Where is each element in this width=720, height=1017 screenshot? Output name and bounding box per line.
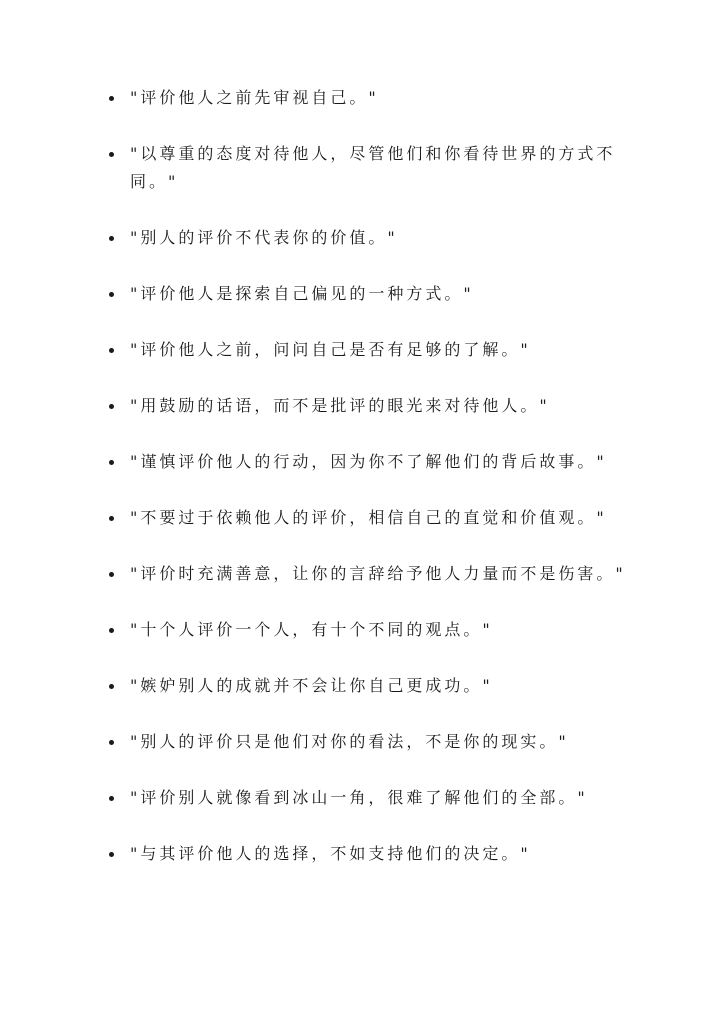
list-item	[108, 84, 648, 112]
list-item	[108, 392, 648, 420]
list-item	[108, 560, 648, 588]
bullet-icon	[109, 404, 114, 409]
list-item	[108, 140, 648, 196]
quote-text: "十个人评价一个人，有十个不同的观点。"	[130, 620, 493, 639]
quote-text: "评价他人之前，问问自己是否有足够的了解。"	[130, 340, 531, 359]
list-item	[108, 784, 648, 812]
quote-text: "嫉妒别人的成就并不会让你自己更成功。"	[130, 676, 493, 695]
bullet-icon	[109, 684, 114, 689]
quote-text: "别人的评价不代表你的价值。"	[130, 228, 398, 247]
bullet-icon	[109, 796, 114, 801]
bullet-icon	[109, 348, 114, 353]
bullet-icon	[109, 152, 114, 157]
quote-text: "评价他人之前先审视自己。"	[130, 88, 379, 107]
quote-list	[108, 84, 648, 896]
list-item	[108, 840, 648, 868]
list-item	[108, 336, 648, 364]
quote-text: "用鼓励的话语，而不是批评的眼光来对待他人。"	[130, 396, 550, 415]
list-item	[108, 448, 648, 476]
list-item	[108, 728, 648, 756]
quote-text: "谨慎评价他人的行动，因为你不了解他们的背后故事。"	[130, 452, 607, 471]
quote-text: "评价他人是探索自己偏见的一种方式。"	[130, 284, 474, 303]
quote-text: "评价别人就像看到冰山一角，很难了解他们的全部。"	[130, 788, 588, 807]
bullet-icon	[109, 740, 114, 745]
quote-text: "别人的评价只是他们对你的看法，不是你的现实。"	[130, 732, 569, 751]
list-item	[108, 280, 648, 308]
list-item	[108, 616, 648, 644]
bullet-icon	[109, 236, 114, 241]
list-item	[108, 672, 648, 700]
bullet-icon	[109, 460, 114, 465]
list-item	[108, 504, 648, 532]
bullet-icon	[109, 852, 114, 857]
bullet-icon	[109, 572, 114, 577]
list-item	[108, 224, 648, 252]
quote-text: "以尊重的态度对待他人，尽管他们和你看待世界的方式不同。"	[130, 144, 616, 191]
quote-text: "评价时充满善意，让你的言辞给予他人力量而不是伤害。"	[130, 564, 626, 583]
bullet-icon	[109, 96, 114, 101]
bullet-icon	[109, 516, 114, 521]
bullet-icon	[109, 292, 114, 297]
quote-text: "不要过于依赖他人的评价，相信自己的直觉和价值观。"	[130, 508, 607, 527]
bullet-icon	[109, 628, 114, 633]
quote-text: "与其评价他人的选择，不如支持他们的决定。"	[130, 844, 531, 863]
